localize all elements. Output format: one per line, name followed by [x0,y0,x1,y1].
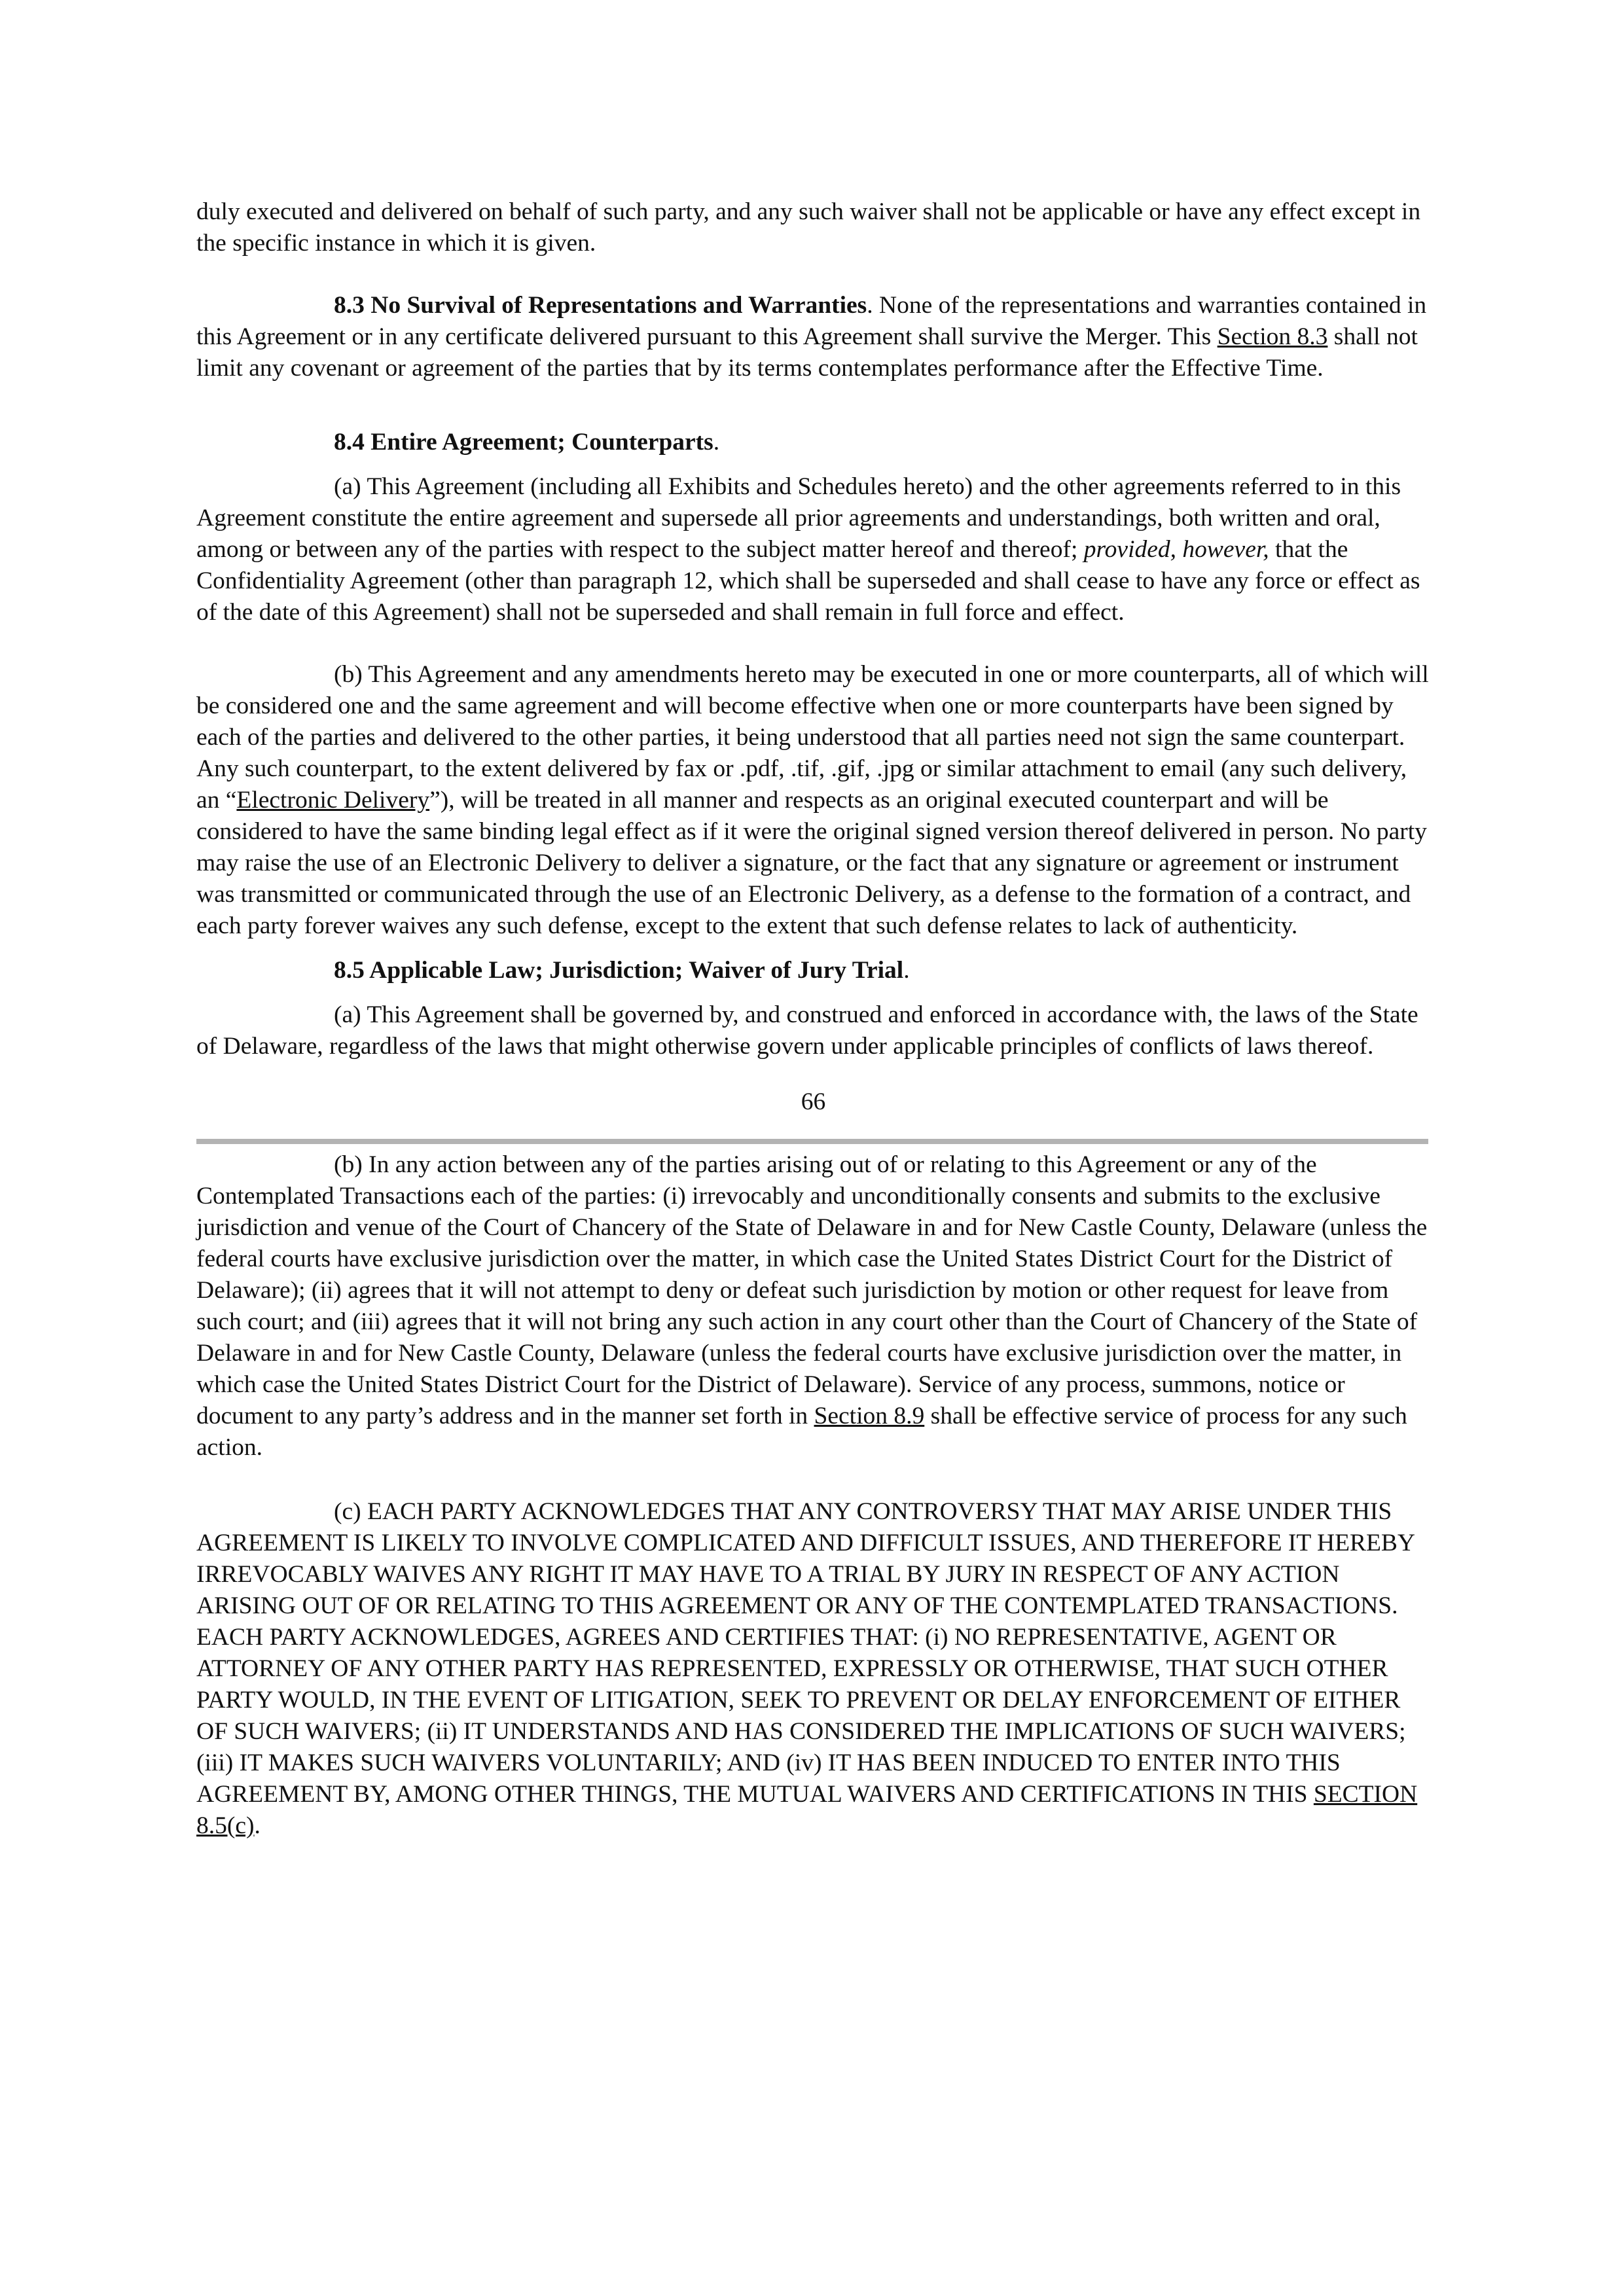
section-8-3-reference: Section 8.3 [1217,323,1328,350]
section-8-3-text: . None of the representations and warranties contained in this Agreement or in any certificate delivered pursuant to this Agreement shall survive the Merger. This [196,292,1427,350]
section-8-5-c-text-end: . [254,1812,261,1839]
section-8-5-c-reference: SECTION 8.5(c) [196,1781,1418,1839]
section-8-4-b-text: (b) This Agreement and any amendments hereto may be executed in one or more counterparts, all of which will be considered one and the same agreement and will become effective when one or more counterparts have been signed by each of the parties and delivered to the other parties, it being understood that all parties need not sign the same counterpart. Any such counterpart, to the extent delivered by fax or .pdf, .tif, .gif, .jpg or similar attachment to email (any such delivery, an “ [196,661,1429,814]
section-8-5-heading-line [196,955,1430,986]
page-number: 66 [801,1088,826,1115]
paragraph-waiver-continuation: duly executed and delivered on behalf of such party, and any such waiver shall not be applicable or have any effect except in the specific instance in which it is given. [196,198,1421,257]
page-divider [196,1139,1428,1144]
section-8-5-c [196,1496,1430,1842]
section-8-4-a-text: (a) This Agreement (including all Exhibits and Schedules hereto) and the other agreements referred to in this Agreement constitute the entire agreement and supersede all prior agreements and understandings, both written and oral, among or between any of the parties with respect to the subject matter hereof and thereof; [196,473,1401,563]
section-8-4-b [196,659,1430,942]
document-page [196,196,1430,1842]
section-8-4-b-text-end: ”), will be treated in all manner and respects as an original executed counterpart and will be considered to have the same binding legal effect as if it were the original signed version thereof delivered in person. No party may raise the use of an Electronic Delivery to deliver a signature, or the fact that any signature or agreement or instrument was transmitted or communicated through the use of an Electronic Delivery, as a defense to the formation of a contract, and each party forever waives any such defense, except to the extent that such defense relates to lack of authenticity. [196,787,1427,939]
section-8-4-heading-period: . [713,429,720,456]
section-8-4-a-proviso: provided, however, [1083,536,1269,563]
section-8-4-heading-line [196,427,1430,458]
section-8-5-a: (a) This Agreement shall be governed by, and construed and enforced in accordance with, the laws of the State of Delaware, regardless of the laws that might otherwise govern under applicable principles of conflicts of laws thereof. [196,1001,1418,1060]
section-8-9-reference: Section 8.9 [814,1403,925,1429]
section-8-5-b [196,1149,1430,1463]
section-8-3 [196,290,1430,384]
section-8-5-heading: 8.5 Applicable Law; Jurisdiction; Waiver of Jury Trial [334,957,904,984]
section-8-3-heading: 8.3 No Survival of Representations and Warranties [334,292,867,319]
section-8-4-heading: 8.4 Entire Agreement; Counterparts [334,429,713,456]
section-8-4-a-text-end: that the Confidentiality Agreement (other than paragraph 12, which shall be superseded and shall cease to have any force or effect as of the date of this Agreement) shall not be superseded and shall remain in full force and effect. [196,536,1420,626]
section-8-5-heading-period: . [903,957,910,984]
section-8-5-c-text: (c) EACH PARTY ACKNOWLEDGES THAT ANY CONTROVERSY THAT MAY ARISE UNDER THIS AGREEMENT IS LIKELY TO INVOLVE COMPLICATED AND DIFFICULT ISSUES, AND THEREFORE IT HEREBY IRREVOCABLY WAIVES ANY RIGHT IT MAY HAVE TO A TRIAL BY JURY IN RESPECT OF ANY ACTION ARISING OUT OF OR RELATING TO THIS AGREEMENT OR ANY OF THE CONTEMPLATED TRANSACTIONS. EACH PARTY ACKNOWLEDGES, AGREES AND CERTIFIES THAT: (i) NO REPRESENTATIVE, AGENT OR ATTORNEY OF ANY OTHER PARTY HAS REPRESENTED, EXPRESSLY OR OTHERWISE, THAT SUCH OTHER PARTY WOULD, IN THE EVENT OF LITIGATION, SEEK TO PREVENT OR DELAY ENFORCEMENT OF EITHER OF SUCH WAIVERS; (ii) IT UNDERSTANDS AND HAS CONSIDERED THE IMPLICATIONS OF SUCH WAIVERS; (iii) IT MAKES SUCH WAIVERS VOLUNTARILY; AND (iv) IT HAS BEEN INDUCED TO ENTER INTO THIS AGREEMENT BY, AMONG OTHER THINGS, THE MUTUAL WAIVERS AND CERTIFICATIONS IN THIS [196,1498,1415,1808]
section-8-4-a [196,471,1430,628]
section-8-5-b-text: (b) In any action between any of the parties arising out of or relating to this Agreement or any of the Contemplated Transactions each of the parties: (i) irrevocably and unconditionally consents and submits to the exclusive jurisdiction and venue of the Court of Chancery of the State of Delaware in and for New Castle County, Delaware (unless the federal courts have exclusive jurisdiction over the matter, in which case the United States District Court for the District of Delaware); (ii) agrees that it will not attempt to deny or defeat such jurisdiction by motion or other request for leave from such court; and (iii) agrees that it will not bring any such action in any court other than the Court of Chancery of the State of Delaware in and for New Castle County, Delaware (unless the federal courts have exclusive jurisdiction over the matter, in which case the United States District Court for the District of Delaware). Service of any process, summons, notice or document to any party’s address and in the manner set forth in [196,1151,1428,1429]
section-8-5-b-text-end: shall be effective service of process for any such action. [196,1403,1407,1461]
section-8-3-text-end: shall not limit any covenant or agreement of the parties that by its terms contemplates performance after the Effective Time. [196,323,1418,382]
defined-term-electronic-delivery: Electronic Delivery [236,787,430,814]
